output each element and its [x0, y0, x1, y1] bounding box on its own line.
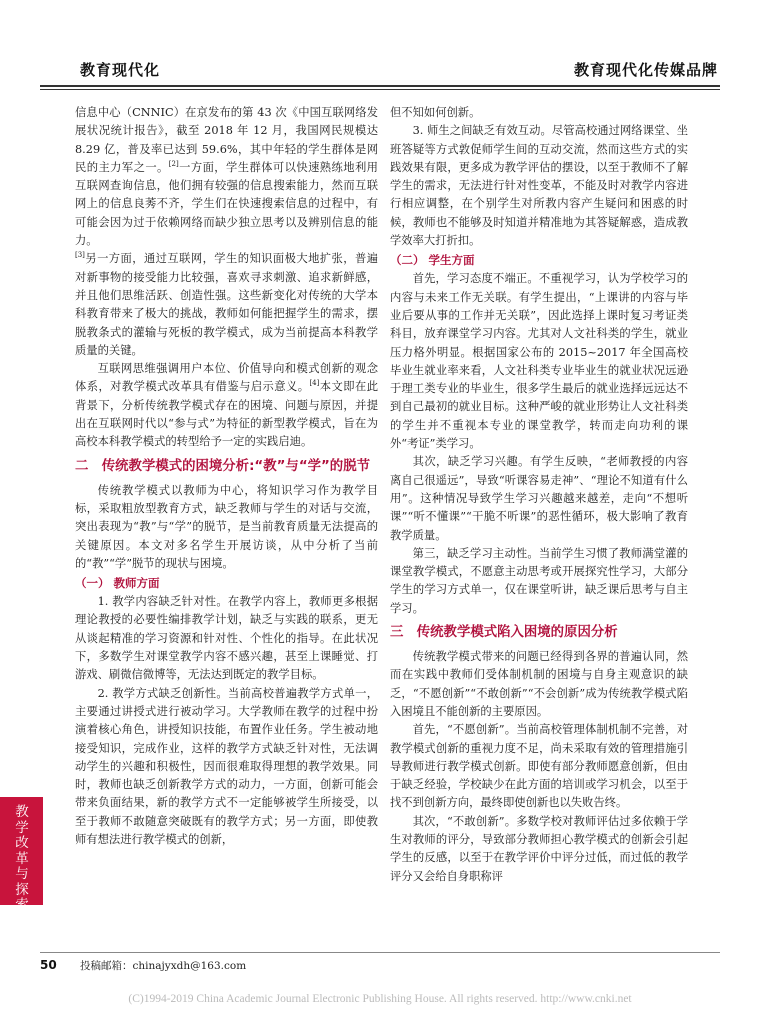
body-paragraph	[75, 360, 378, 451]
citation-marker: [3]	[75, 251, 85, 260]
body-paragraph: 3. 师生之间缺乏有效互动。尽管高校通过网络课堂、坐班答疑等方式敦促师学生间的互动交流，然而这些方式的实践效果有限，更多成为教学评估的摆设，以至于教师不了解学生的需求，无法进行针对性变革，不能及时对教学内容进行相应调整，在个别学生对所教内容产生疑问和困惑的时候，教师也不能够及时知道并精准地为其答疑解惑，造成教学效率大打折扣。	[390, 124, 688, 248]
paragraph-text: 信息中心（CNNIC）在京发布的第 43 次《中国互联网络发展状况统计报告》，截至 2018 年 12 月，我国网民规模达 8.29 亿，普及率已达到 59.6%，其中年轻的学生群体是网民的主力军之一。	[75, 106, 378, 174]
page-number: 50	[40, 958, 57, 972]
submission-email: 投稿邮箱：chinajyxdh@163.com	[80, 960, 247, 972]
body-paragraph	[75, 104, 378, 250]
header-rule	[40, 85, 720, 87]
body-paragraph: 第三，缺乏学习主动性。当前学生习惯了教师满堂灌的课堂教学模式，不愿意主动思考或开展探究性学习，大部分学生的学习方式单一，仅在课堂听讲，缺乏课后思考与自主学习。	[390, 546, 688, 615]
body-paragraph: 首先，学习态度不端正。不重视学习，认为学校学习的内容与未来工作无关联。有学生提出，“上课讲的内容与毕业后要从事的工作并无关联”，因此选择上课时复习考证类科目，放弃课堂学习内容。尤其对人文社科类的学生，就业压力格外明显。根据国家公布的 2015~2017 年全国高校毕业生就业率来看，人文社科类专业毕业生的就业状况远逊于理工类专业的毕业生，很多学生最后的就业选择远远达不到自己最初的就业目标。这种严峻的就业形势让人文社科类的学生并不重视本专业的课堂教学，转而走向功利的课外“考证”类学习。	[390, 272, 688, 451]
header-rule-thin	[40, 89, 720, 90]
paragraph-text: 本文即在此背景下，分析传统教学模式存在的困境、问题与原因，并提出在互联网时代以“参与式”为特征的新型教学模式，旨在为高校本科教学模式的转型给予一定的实践启迪。	[75, 380, 378, 449]
body-paragraph: 但不知如何创新。	[390, 106, 481, 119]
journal-brand: 教育现代化传媒品牌	[573, 61, 718, 79]
body-paragraph: 首先，“不愿创新”。当前高校管理体制机制不完善，对教学模式创新的重视力度不足，尚未采取有效的管理措施引导教师进行教学模式创新。即使有部分教师愿意创新，但由于缺乏经验，学校缺少在此方面的培训或学习机会，以至于找不到创新方向，最终即使创新也以失败告终。	[390, 723, 688, 810]
right-column	[390, 104, 688, 886]
footer-rule	[40, 952, 720, 953]
body-paragraph	[75, 250, 378, 360]
section-heading: 二 传统教学模式的困境分析:“教”与“学”的脱节	[75, 458, 370, 474]
subsection-heading: （一） 教师方面	[75, 576, 160, 591]
copyright-watermark: (C)1994-2019 China Academic Journal Electronic Publishing House. All rights reserved. http://www.cnki.net	[128, 993, 632, 1005]
body-paragraph: 2. 教学方式缺乏创新性。当前高校普遍教学方式单一，主要通过讲授式进行被动学习。大学教师在教学的过程中扮演着核心角色，讲授知识技能，布置作业任务。学生被动地接受知识，完成作业，这样的教学方式缺乏针对性，无法调动学生的兴趣和积极性，因而很难取得理想的教学效果。同时，教师也缺乏创新教学方式的动力，一方面，创新可能会带来负面结果，新的教学方式不一定能够被学生所接受，以至于教师不敢随意突破既有的教学方式；另一方面，即使教师有想法进行教学模式的创新，	[75, 686, 378, 846]
paragraph-text: 互联网思维强调用户本位、价值导向和模式创新的观念体系，对教学模式改革具有借鉴与启示意义。	[75, 362, 378, 394]
paragraph-text: 另一方面，通过互联网，学生的知识面极大地扩张，普遍对新事物的接受能力比较强，喜欢寻求刺激、追求新鲜感，并且他们思维活跃、创造性强。这些新变化对传统的大学本科教育带来了极大的挑战，教师如何能把握学生的需求，摆脱教条式的灌输与死板的教学模式，成为当前提高本科教学质量的关键。	[75, 252, 378, 357]
body-paragraph: 传统教学模式以教师为中心，将知识学习作为教学目标，采取粗放型教育方式，缺乏教师与学生的对话与交流，突出表现为“教”与“学”的脱节，是当前教育质量无法提高的关键原因。本文对多名学生开展访谈，从中分析了当前的“教”“学”脱节的现状与困境。	[75, 483, 378, 570]
journal-title: 教育现代化	[80, 61, 161, 79]
citation-marker: [2]	[168, 160, 179, 169]
body-paragraph: 其次，缺乏学习兴趣。有学生反映，“老师教授的内容离自己很遥远”，导致“听课容易走神”、“理论不知道有什么用”。这种情况导致学生学习兴趣越来越差，走向“不想听课”“听不懂课”“干脆不听课”的恶性循环，极大影响了教育教学质量。	[390, 455, 688, 542]
subsection-heading: （二） 学生方面	[390, 253, 475, 268]
left-column	[75, 104, 378, 849]
paragraph-text: 一方面，学生群体可以快速熟练地利用互联网查询信息，他们拥有较强的信息搜索能力，然而互联网上的信息良莠不齐，学生们在快速搜索信息的过程中，有可能会因为过于依赖网络而缺少独立思考以及辨别信息的能力。	[75, 160, 378, 248]
citation-marker: [4]	[309, 379, 320, 388]
body-paragraph: 其次，“不敢创新”。多数学校对教师评估过多依赖于学生对教师的评分，导致部分教师担心教学模式的创新会引起学生的反感，以至于在教学评价中评分过低，而过低的教学评分又会给自身职称评	[390, 814, 688, 883]
section-side-label: 教学改革与探索	[15, 804, 29, 913]
body-paragraph: 1. 教学内容缺乏针对性。在教学内容上，教师更多根据理论教授的必要性编排教学计划，缺乏与实践的联系，更无从谈起精准的学习资源和针对性、个性化的指导。在此状况下，多数学生对课堂教学内容不感兴趣，甚至上课睡觉、打游戏、刷微信微博等，无法达到既定的教学目标。	[75, 595, 378, 682]
section-heading: 三 传统教学模式陷入困境的原因分析	[390, 625, 618, 641]
page-header	[0, 0, 760, 88]
body-paragraph: 传统教学模式带来的问题已经得到各界的普遍认同，然而在实践中教师们受体制机制的困境与自身主观意识的缺乏，“不愿创新”“不敢创新”“不会创新”成为传统教学模式陷入困境且不能创新的主要原因。	[390, 650, 688, 718]
